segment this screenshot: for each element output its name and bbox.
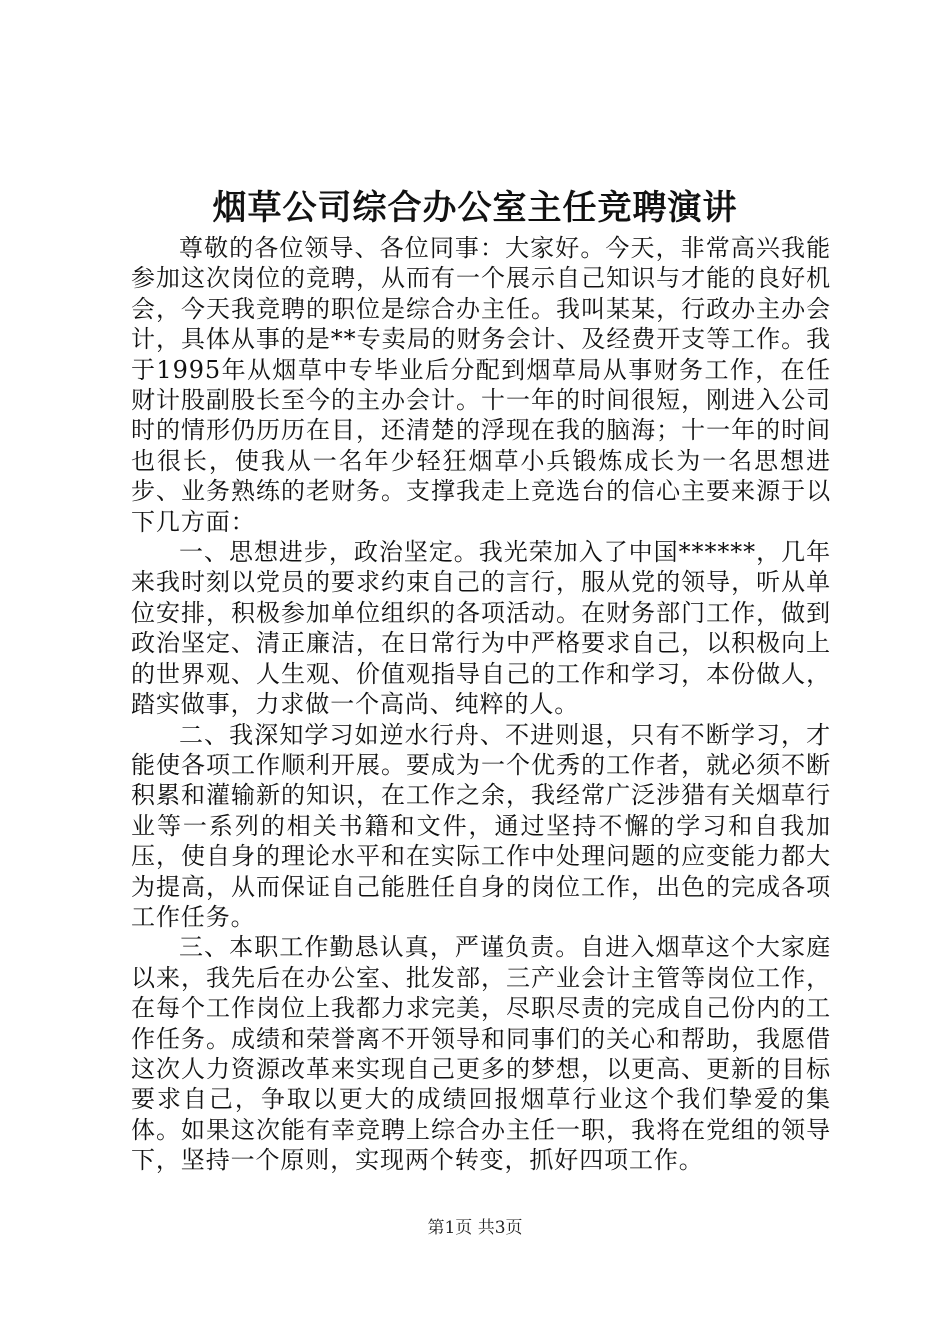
paragraph-point-one: 一、思想进步，政治坚定。我光荣加入了中国******，几年来我时刻以党员的要求约束自己的言行，服从党的领导，听从单位安排，积极参加单位组织的各项活动。在财务部门工作，做到政治坚定、清正廉洁，在日常行为中严格要求自己，以积极向上的世界观、人生观、价值观指导自己的工作和学习，本份做人，踏实做事，力求做一个高尚、纯粹的人。 (131, 538, 831, 719)
paragraph-intro: 尊敬的各位领导、各位同事：大家好。今天，非常高兴我能参加这次岗位的竞聘，从而有一个展示自己知识与才能的良好机会，今天我竞聘的职位是综合办主任。我叫某某，行政办主办会计，具体从事的是**专卖局的财务会计、及经费开支等工作。我于1995年从烟草中专毕业后分配到烟草局从事财务工作，在任财计股副股长至今的主办会计。十一年的时间很短，刚进入公司时的情形仍历历在目，还清楚的浮现在我的脑海；十一年的时间也很长，使我从一名年少轻狂烟草小兵锻炼成长为一名思想进步、业务熟练的老财务。支撑我走上竞选台的信心主要来源于以下几方面： (131, 234, 831, 536)
document-body (131, 233, 831, 1176)
paragraph-point-three: 三、本职工作勤恳认真，严谨负责。自进入烟草这个大家庭以来，我先后在办公室、批发部，三产业会计主管等岗位工作，在每个工作岗位上我都力求完美，尽职尽责的完成自己份内的工作任务。成绩和荣誉离不开领导和同事们的关心和帮助，我愿借这次人力资源改革来实现自己更多的梦想，以更高、更新的目标要求自己，争取以更大的成绩回报烟草行业这个我们挚爱的集体。如果这次能有幸竞聘上综合办主任一职，我将在党组的领导下，坚持一个原则，实现两个转变，抓好四项工作。 (131, 933, 831, 1175)
paragraph-point-two: 二、我深知学习如逆水行舟、不进则退，只有不断学习，才能使各项工作顺利开展。要成为一个优秀的工作者，就必须不断积累和灌输新的知识，在工作之余，我经常广泛涉猎有关烟草行业等一系列的相关书籍和文件，通过坚持不懈的学习和自我加压，使自身的理论水平和在实际工作中处理问题的应变能力都大为提高，从而保证自己能胜任自身的岗位工作，出色的完成各项工作任务。 (131, 720, 831, 931)
document-title: 烟草公司综合办公室主任竞聘演讲 (212, 188, 738, 228)
page-number-footer: 第1页 共3页 (427, 1218, 523, 1238)
